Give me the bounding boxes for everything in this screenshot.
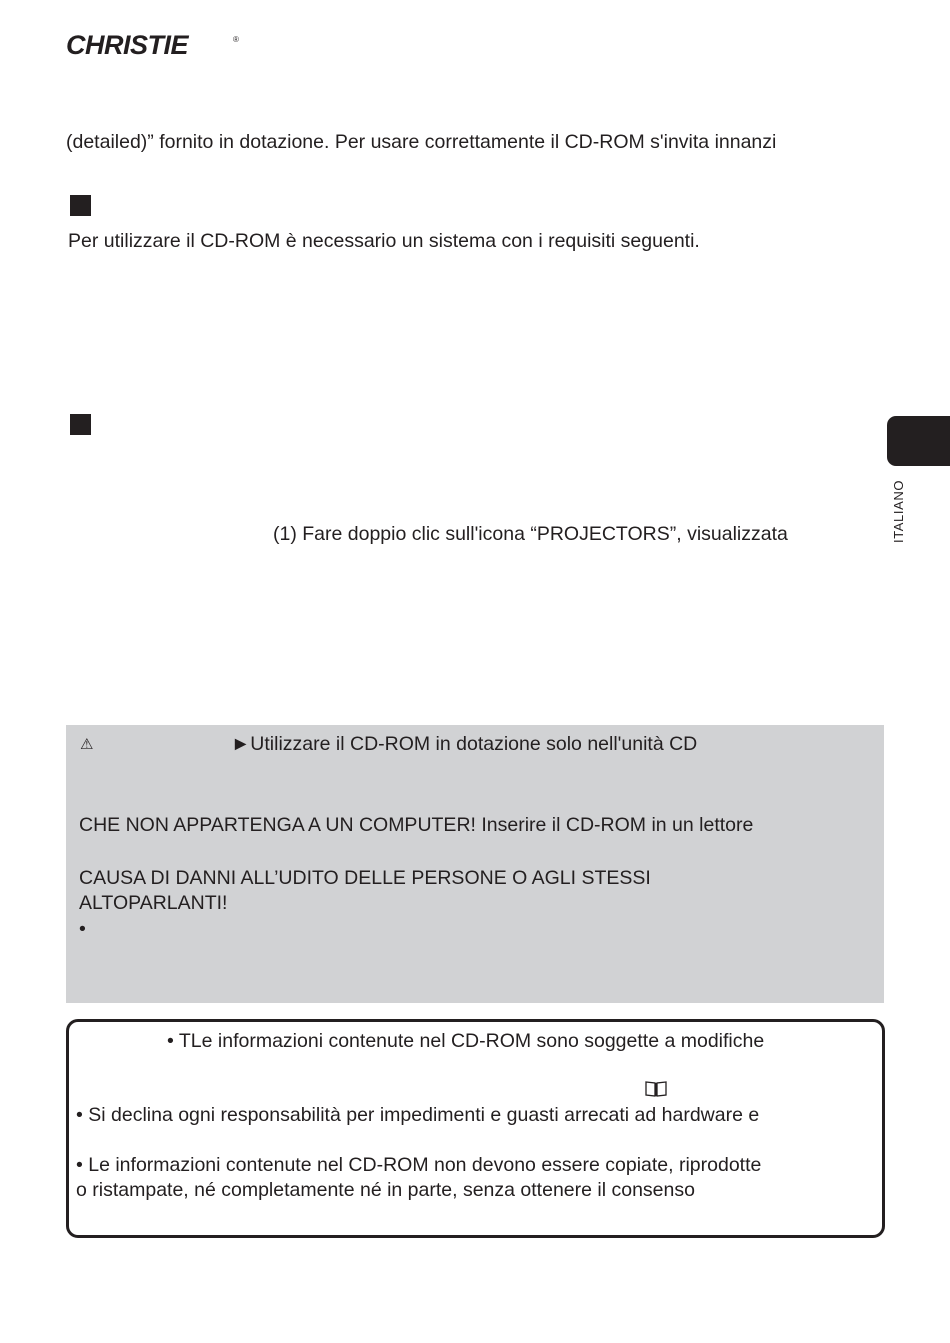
note-line-4: o ristampate, né completamente né in parte, senza ottenere il consenso	[76, 1179, 695, 1201]
language-tab	[887, 416, 950, 466]
step-1-text: (1) Fare doppio clic sull'icona “PROJECTORS”, visualizzata	[273, 523, 788, 545]
logo-text: CHRISTIE	[66, 30, 189, 60]
caution-line-2: CHE NON APPARTENGA A UN COMPUTER! Inserire il CD-ROM in un lettore	[79, 814, 754, 836]
warning-icon: ⚠	[80, 736, 94, 753]
caution-line-3: CAUSA DI DANNI ALL’UDITO DELLE PERSONE O AGLI STESSI	[79, 867, 651, 889]
caution-box	[66, 725, 884, 1003]
intro-text: (detailed)” fornito in dotazione. Per usare correttamente il CD-ROM s'invita innanzi	[66, 131, 777, 153]
section-marker-requirements	[70, 195, 91, 216]
caution-line-1: ►Utilizzare il CD-ROM in dotazione solo nell'unità CD	[231, 733, 698, 755]
logo-registered-mark: ®	[233, 35, 239, 44]
requirements-text: Per utilizzare il CD-ROM è necessario un sistema con i requisiti seguenti.	[68, 230, 700, 252]
language-tab-label: ITALIANO	[891, 479, 906, 543]
caution-bullet: •	[79, 918, 86, 940]
note-line-2: • Si declina ogni responsabilità per impedimenti e guasti arrecati ad hardware e	[76, 1104, 760, 1126]
note-line-3: • Le informazioni contenute nel CD-ROM non devono essere copiate, riprodotte	[76, 1154, 762, 1176]
christie-logo	[66, 30, 246, 65]
book-icon	[644, 1080, 668, 1103]
section-marker-steps	[70, 414, 91, 435]
note-line-1: • TLe informazioni contenute nel CD-ROM sono soggette a modifiche	[167, 1030, 765, 1052]
caution-line-4: ALTOPARLANTI!	[79, 892, 228, 914]
